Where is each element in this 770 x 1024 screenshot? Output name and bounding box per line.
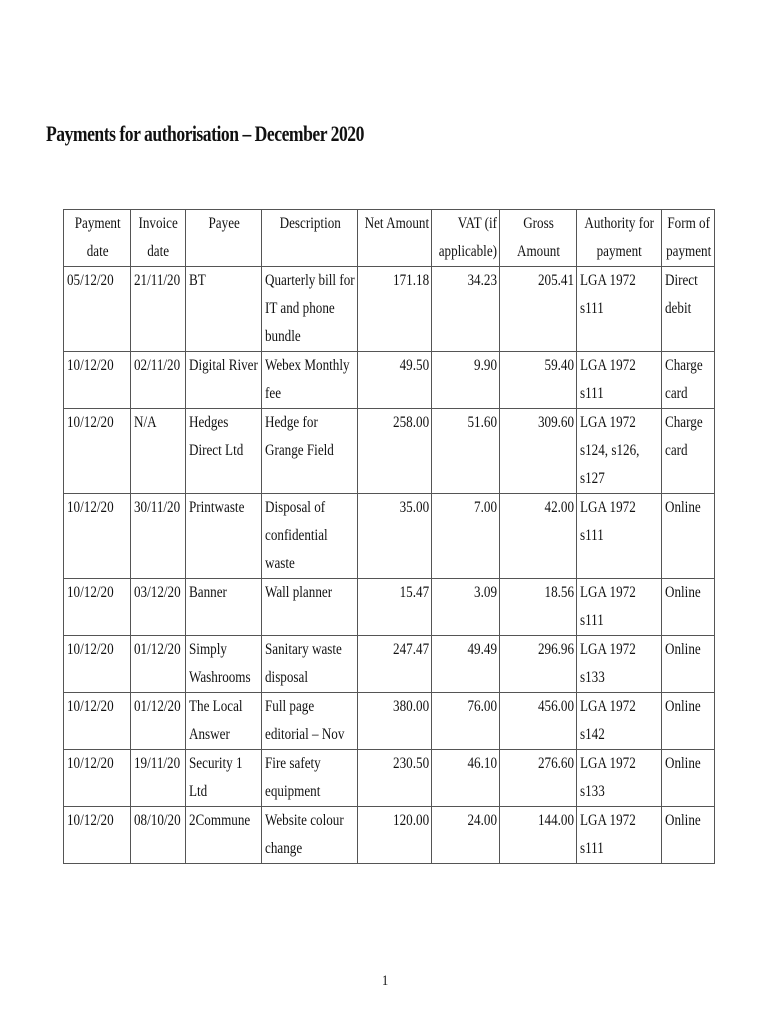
header-description: Description: [261, 210, 357, 267]
cell-payment-date: 10/12/20: [64, 352, 131, 409]
cell-form-of-payment: Direct debit: [661, 267, 714, 352]
header-vat: VAT (if applicable): [431, 210, 499, 267]
cell-form-of-payment: Online: [661, 750, 714, 807]
cell-invoice-date: 30/11/20: [131, 494, 185, 579]
cell-gross-amount: 205.41: [499, 267, 576, 352]
cell-gross-amount: 144.00: [499, 807, 576, 864]
cell-net-amount: 171.18: [358, 267, 431, 352]
cell-description: Fire safety equipment: [261, 750, 357, 807]
cell-gross-amount: 18.56: [499, 579, 576, 636]
cell-invoice-date: 19/11/20: [131, 750, 185, 807]
cell-authority: LGA 1972 s142: [577, 693, 661, 750]
table-header-row: [64, 210, 715, 267]
cell-net-amount: 258.00: [358, 409, 431, 494]
page-title: Payments for authorisation – December 2020: [46, 121, 364, 146]
header-gross-amount: Gross Amount: [499, 210, 576, 267]
header-invoice-date: Invoice date: [131, 210, 185, 267]
cell-description: Wall planner: [261, 579, 357, 636]
header-form-of-payment: Form of payment: [661, 210, 714, 267]
cell-description: Sanitary waste disposal: [261, 636, 357, 693]
cell-vat: 24.00: [431, 807, 499, 864]
cell-vat: 49.49: [431, 636, 499, 693]
cell-net-amount: 35.00: [358, 494, 431, 579]
cell-gross-amount: 42.00: [499, 494, 576, 579]
cell-form-of-payment: Charge card: [661, 352, 714, 409]
cell-authority: LGA 1972 s111: [577, 352, 661, 409]
payments-table-container: [63, 209, 715, 864]
cell-description: Website colour change: [261, 807, 357, 864]
cell-payment-date: 05/12/20: [64, 267, 131, 352]
payments-table: [63, 209, 715, 864]
cell-vat: 3.09: [431, 579, 499, 636]
cell-payment-date: 10/12/20: [64, 579, 131, 636]
cell-vat: 51.60: [431, 409, 499, 494]
cell-payment-date: 10/12/20: [64, 494, 131, 579]
cell-invoice-date: 01/12/20: [131, 636, 185, 693]
cell-form-of-payment: Online: [661, 807, 714, 864]
cell-invoice-date: N/A: [131, 409, 185, 494]
cell-vat: 7.00: [431, 494, 499, 579]
cell-payment-date: 10/12/20: [64, 693, 131, 750]
table-row: [64, 750, 715, 807]
cell-authority: LGA 1972 s133: [577, 636, 661, 693]
cell-invoice-date: 08/10/20: [131, 807, 185, 864]
cell-net-amount: 230.50: [358, 750, 431, 807]
cell-net-amount: 247.47: [358, 636, 431, 693]
cell-payee: Printwaste: [185, 494, 261, 579]
cell-invoice-date: 02/11/20: [131, 352, 185, 409]
cell-description: Full page editorial – Nov: [261, 693, 357, 750]
cell-net-amount: 49.50: [358, 352, 431, 409]
cell-payee: 2Commune: [185, 807, 261, 864]
table-row: [64, 636, 715, 693]
cell-description: Webex Monthly fee: [261, 352, 357, 409]
cell-description: Hedge for Grange Field: [261, 409, 357, 494]
cell-authority: LGA 1972 s133: [577, 750, 661, 807]
table-row: [64, 807, 715, 864]
table-row: [64, 579, 715, 636]
cell-gross-amount: 456.00: [499, 693, 576, 750]
cell-authority: LGA 1972 s111: [577, 807, 661, 864]
cell-authority: LGA 1972 s111: [577, 267, 661, 352]
table-row: [64, 409, 715, 494]
cell-authority: LGA 1972 s124, s126, s127: [577, 409, 661, 494]
cell-vat: 34.23: [431, 267, 499, 352]
cell-gross-amount: 59.40: [499, 352, 576, 409]
cell-payment-date: 10/12/20: [64, 409, 131, 494]
cell-invoice-date: 03/12/20: [131, 579, 185, 636]
cell-payment-date: 10/12/20: [64, 750, 131, 807]
cell-net-amount: 380.00: [358, 693, 431, 750]
table-row: [64, 352, 715, 409]
table-row: [64, 693, 715, 750]
cell-vat: 9.90: [431, 352, 499, 409]
page-number: 1: [381, 973, 389, 989]
header-payment-date: Payment date: [64, 210, 131, 267]
cell-description: Quarterly bill for IT and phone bundle: [261, 267, 357, 352]
cell-invoice-date: 01/12/20: [131, 693, 185, 750]
cell-authority: LGA 1972 s111: [577, 579, 661, 636]
cell-form-of-payment: Online: [661, 494, 714, 579]
header-net-amount: Net Amount: [358, 210, 431, 267]
cell-invoice-date: 21/11/20: [131, 267, 185, 352]
table-row: [64, 494, 715, 579]
cell-form-of-payment: Online: [661, 693, 714, 750]
cell-payee: BT: [185, 267, 261, 352]
cell-gross-amount: 309.60: [499, 409, 576, 494]
cell-vat: 76.00: [431, 693, 499, 750]
cell-payee: Banner: [185, 579, 261, 636]
cell-vat: 46.10: [431, 750, 499, 807]
cell-payee: Digital River: [185, 352, 261, 409]
cell-gross-amount: 296.96: [499, 636, 576, 693]
cell-payee: The Local Answer: [185, 693, 261, 750]
cell-payee: Hedges Direct Ltd: [185, 409, 261, 494]
cell-form-of-payment: Online: [661, 579, 714, 636]
cell-form-of-payment: Charge card: [661, 409, 714, 494]
cell-payment-date: 10/12/20: [64, 807, 131, 864]
cell-payment-date: 10/12/20: [64, 636, 131, 693]
header-authority: Authority for payment: [577, 210, 661, 267]
cell-payee: Simply Washrooms: [185, 636, 261, 693]
cell-payee: Security 1 Ltd: [185, 750, 261, 807]
cell-net-amount: 120.00: [358, 807, 431, 864]
cell-form-of-payment: Online: [661, 636, 714, 693]
cell-description: Disposal of confidential waste: [261, 494, 357, 579]
cell-authority: LGA 1972 s111: [577, 494, 661, 579]
cell-net-amount: 15.47: [358, 579, 431, 636]
cell-gross-amount: 276.60: [499, 750, 576, 807]
table-row: [64, 267, 715, 352]
header-payee: Payee: [185, 210, 261, 267]
